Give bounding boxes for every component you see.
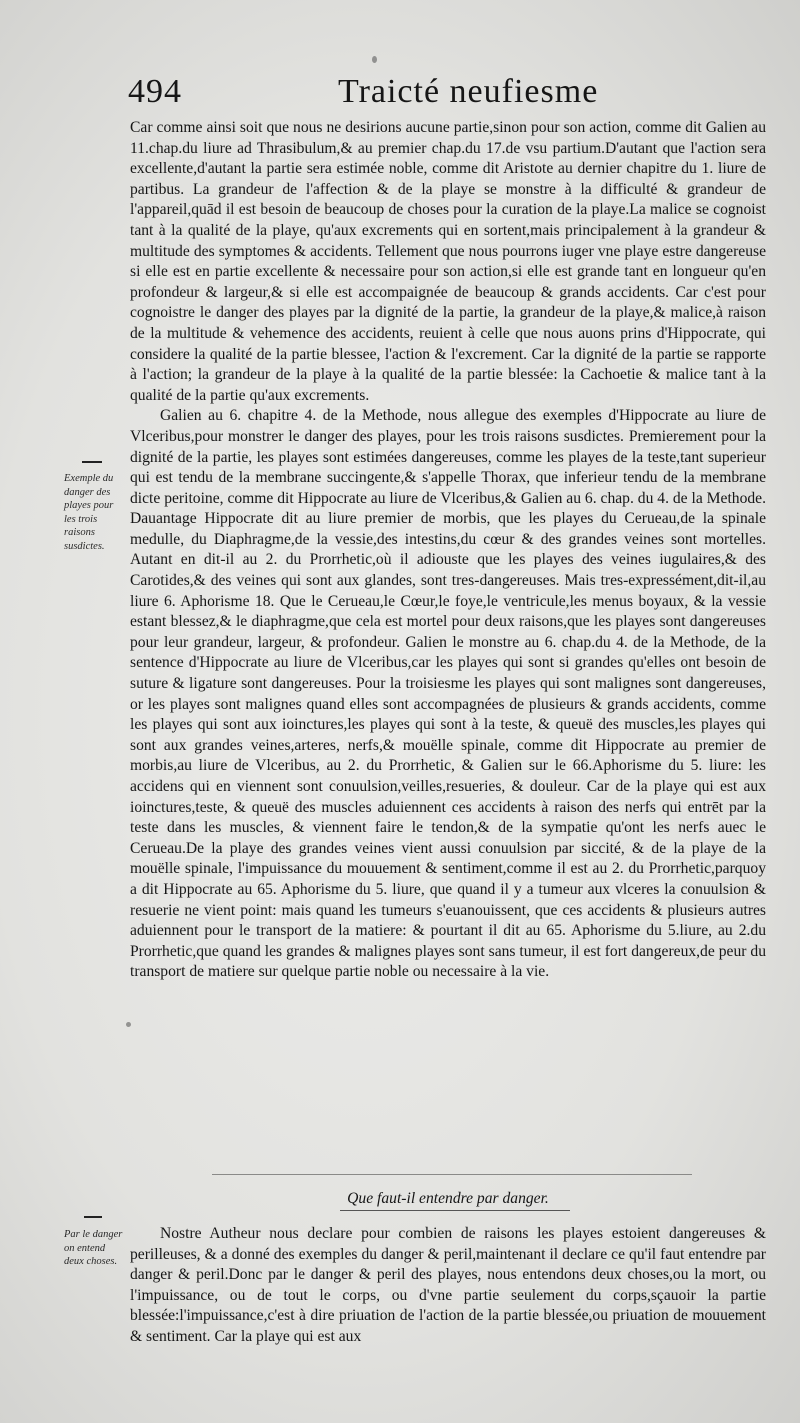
page-header: [128, 72, 768, 112]
section-paragraph: Nostre Autheur nous declare pour combien de raisons les playes estoient dangereuses & perilleuses, & a donné des exemples du danger & peril,maintenant il declare ce qu'il faut entendre par danger & peril.Donc par le danger & peril des playes, nous entendons deux choses,ou la mort, ou l'impuissance, ou de tout le corps, ou d'vne partie seulement du corps,sçauoir la partie blessée:l'impuissance,c'est à dire priuation de l'action de la partie blessée,ou priuation de mouuement & sentiment. Car la playe qui est aux: [130, 1225, 766, 1345]
margin-note-examples: Exemple du danger des playes pour les trois raisons susdictes.: [64, 473, 114, 552]
margin-dash: [82, 461, 102, 463]
page-number: 494: [128, 73, 182, 110]
section-divider: [212, 1174, 692, 1175]
margin-dash: [84, 1216, 102, 1218]
section-text: [130, 1224, 766, 1348]
running-title: Traicté neufiesme: [338, 73, 599, 110]
paragraph-1: Car comme ainsi soit que nous ne desirions aucune partie,sinon pour son action, comme dit Galien au 11.chap.du liure ad Thrasibulum,& au premier chap.du 17.de vsu partium.D'autant que l'action sera excellente,d'autant la partie sera estimée noble, comme dit Aristote au dernier chapitre du 1. liure de partibus. La grandeur de l'affection & de la playe se monstre à la difficulté & grandeur de l'appareil,quād il est besoin de beaucoup de choses pour la curation de la playe.La malice se cognoist tant à la qualité de la playe, qu'aux excrements qui en sortent,mais principalement à la grandeur & multitude des symptomes & accidents. Tellement que nous pourrons iuger vne playe estre dangereuse si elle est en partie excellente & necessaire pour son action,si elle est grande tant en longueur qu'en profondeur & largeur,& si elle est accompaignée de beaucoup & grands accidents. Car c'est pour cognoistre le danger des playes par la dignité de la partie, la grandeur de la playe,& malice,à raison de la multitude & vehemence des accidents, reuient à celle que nous auons prins d'Hippocrate, qui considere la qualité de la partie blessee, l'action & l'excrement. Car la dignité de la partie se rapporte à l'action; la grandeur de la playe à la qualité de la partie blessée: la Cachoetie & malice tant à la qualité de la partie qu'aux excrements.: [130, 119, 766, 404]
heading-underline: [340, 1210, 570, 1211]
ink-spot: [126, 1022, 131, 1027]
main-text: [130, 118, 766, 983]
paragraph-2: Galien au 6. chapitre 4. de la Methode, nous allegue des exemples d'Hippocrate au liure de Vlceribus,pour monstrer le danger des playes, pour les trois raisons susdictes. Premierement pour la dignité de la partie, les playes sont estimées dangereuses, comme les playes de la teste,tant superieur qui est tendu de la membrane succingente,& s'appelle Thorax, que inferieur tendu de la membrane dicte peritoine, comme dit Hippocrate au liure de Vlceribus,& Galien au 6. chap. du 4. de la Methode. Dauantage Hippocrate dit au liure premier de morbis, que les playes du Cerueau,de la spinale medulle, du Diaphragme,de la vessie,des intestins,du cœur & des grandes veines sont mortelles. Autant en dit-il au 2. du Prorrhetic,où il adiouste que les playes des veines iugulaires,& des Carotides,& des veines qui sont aux glandes, sont tres-dangereuses. Mais tres-expressément,dit-il,au liure 6. Aphorisme 18. Que le Cerueau,le Cœur,le foye,le ventricule,les menus boyaux, & la vessie estant blessez,& le diaphragme,que cela est mortel pour deux raisons,que les playes sont dangereuses pour leur grandeur, largeur, & profondeur. Galien le monstre au 6. chap.du 4. de la Methode, de la sentence d'Hippocrate au liure de Vlceribus,car les playes qui sont si grandes qu'elles ont besoin de suture & ligature sont dangereuses. Pour la troisiesme les playes qui sont malignes sont dangereuses, or les playes sont malignes quand elles sont accompagnées de plusieurs & grands accidents, comme les playes qui sont aux ioinctures,les playes qui sont à la teste, & queuë des muscles,les playes qui sont aux grandes veines,arteres, nerfs,& mouëlle spinale, comme dit Hippocrate au premier de morbis,au liure de Vlceribus, au 2. du Prorrhetic, & Galien sur le 66.Aphorisme du 5. liure: les accidens qui en viennent sont conuulsion,veilles,resueries, & douleur. Car de la playe qui est aux ioinctures,teste, & queuë des muscles aduiennent ces accidents à raison des nerfs qui entrēt par la teste dans les muscles, & viennent faire le tendon,& de la sympatie qu'ont les nerfs auec le Cerueau.De la playe des grandes veines vient aussi conuulsion par siccité, & de la playe de la mouëlle spinale, l'impuissance du mouuement & sentiment,comme il est au 2. du Prorrhetic,parquoy a dit Hippocrate au 65. Aphorisme du 5. liure, que quand il y a tumeur aux vlceres la conuulsion & resuerie ne vient point: mais quand les tumeurs s'euanouissent, que ces accidents & plusieurs autres aduiennent pour le transport de la matiere: & pourtant il dit au 65. Aphorisme du 5.liure, au 2.du Prorrhetic,que quand les grandes & malignes playes sont sans tumeur, il est fort dangereux,de peur du transport de matiere sur quelque partie noble ou necessaire à la vie.: [130, 407, 766, 981]
section-heading: Que faut-il entendre par danger.: [347, 1190, 549, 1207]
ink-spot: [372, 56, 377, 63]
margin-note-danger: Par le danger on entend deux choses.: [64, 1229, 123, 1267]
